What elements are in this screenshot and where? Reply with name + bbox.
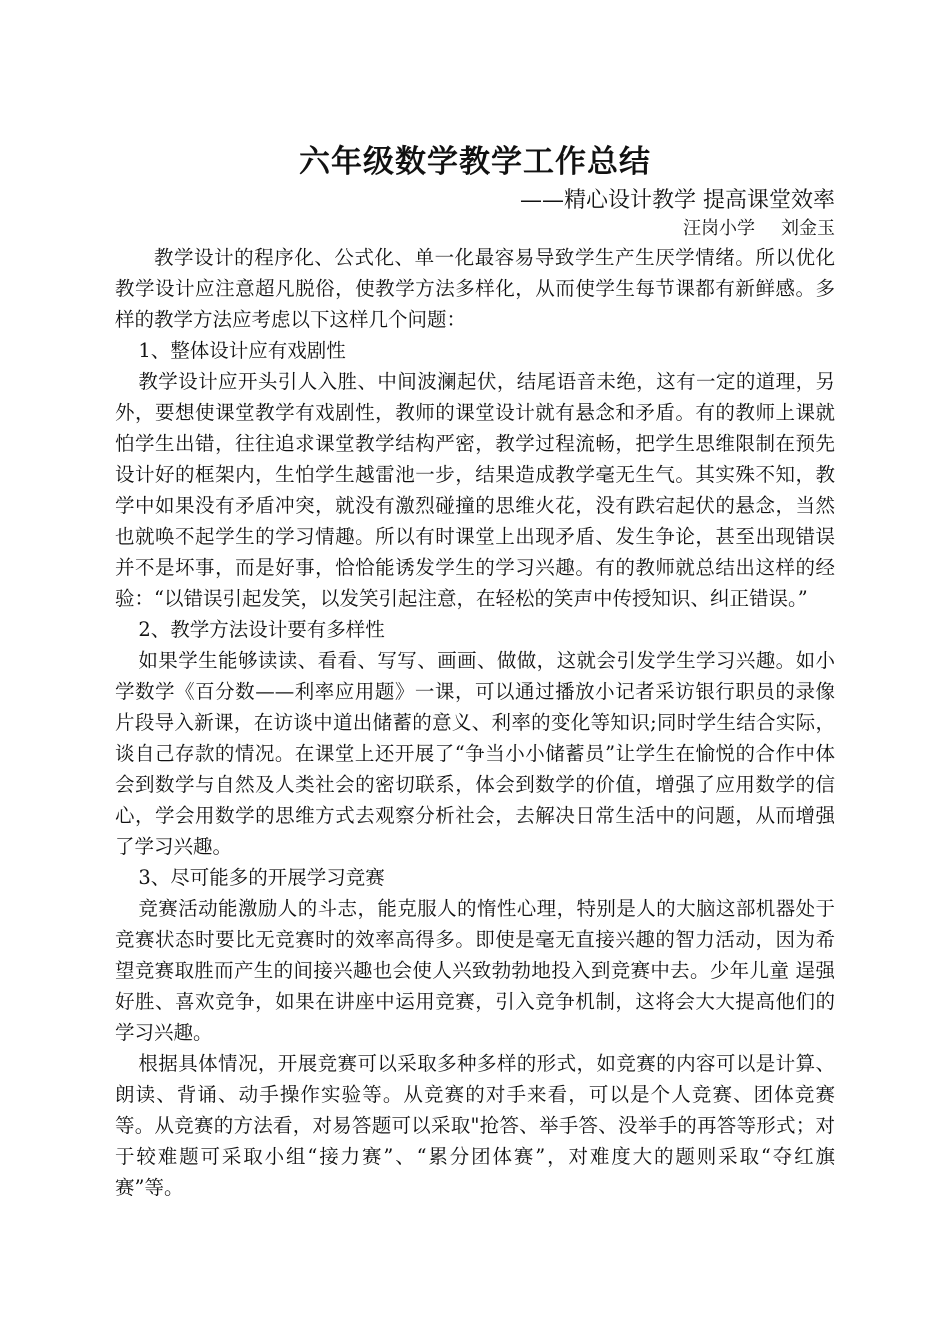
intro-paragraph: 教学设计的程序化、公式化、单一化最容易导致学生产生厌学情绪。所以优化教学设计应注意超凡脱俗，使教学方法多样化，从而使学生每节课都有新鲜感。多样的教学方法应考虑以下这样几个问题： bbox=[115, 246, 835, 331]
author-name: 刘金玉 bbox=[781, 218, 835, 239]
section-3-paragraph-2: 根据具体情况，开展竞赛可以采取多种多样的形式，如竞赛的内容可以是计算、朗读、背诵、动手操作实验等。从竞赛的对手来看，可以是个人竞赛、团体竞赛等。从竞赛的方法看，对易答题可以采取"抢答、举手答、没举手的再答等形式；对于较难题可采取小组“接力赛”、“累分团体赛”，对难度大的题则采取“夺红旗赛”等。 bbox=[115, 1052, 835, 1199]
section-heading-3: 3、尽可能多的开展学习竞赛 bbox=[138, 866, 385, 889]
section-1-paragraph: 教学设计应开头引人入胜、中间波澜起伏，结尾语音未绝，这有一定的道理，另外，要想使课堂教学有戏剧性，教师的课堂设计就有悬念和矛盾。有的教师上课就怕学生出错，往往追求课堂教学结构严密，教学过程流畅，把学生思维限制在预先设计好的框架内，生怕学生越雷池一步，结果造成教学毫无生气。其实殊不知，教学中如果没有矛盾冲突，就没有激烈碰撞的思维火花，没有跌宕起伏的悬念，当然也就唤不起学生的学习情趣。所以有时课堂上出现矛盾、发生争论，甚至出现错误并不是坏事，而是好事，恰恰能诱发学生的学习兴趣。有的教师就总结出这样的经验：“以错误引起发笑，以发笑引起注意，在轻松的笑声中传授知识、纠正错误。” bbox=[115, 370, 835, 610]
author-school: 汪岗小学 bbox=[683, 218, 755, 239]
author-byline bbox=[115, 216, 835, 242]
document-body bbox=[115, 140, 835, 1203]
document-subtitle: ——精心设计教学 提高课堂效率 bbox=[520, 188, 835, 213]
section-2-paragraph: 如果学生能够读读、看看、写写、画画、做做，这就会引发学生学习兴趣。如小学数学《百分数——利率应用题》一课，可以通过播放小记者采访银行职员的录像片段导入新课，在访谈中道出储蓄的意义、利率的变化等知识;同时学生结合实际，谈自己存款的情况。在课堂上还开展了“争当小小储蓄员”让学生在愉悦的合作中体会到数学与自然及人类社会的密切联系，体会到数学的价值，增强了应用数学的信心，学会用数学的思维方式去观察分析社会，去解决日常生活中的问题，从而增强了学习兴趣。 bbox=[115, 649, 835, 858]
section-heading-1: 1、整体设计应有戏剧性 bbox=[138, 339, 346, 362]
document-title: 六年级数学教学工作总结 bbox=[299, 144, 651, 180]
section-heading-2: 2、教学方法设计要有多样性 bbox=[138, 618, 385, 641]
section-3-paragraph-1: 竞赛活动能激励人的斗志，能克服人的惰性心理，特别是人的大脑这部机器处于竞赛状态时要比无竞赛时的效率高得多。即使是毫无直接兴趣的智力活动，因为希望竞赛取胜而产生的间接兴趣也会使人兴致勃勃地投入到竞赛中去。少年儿童 逞强好胜、喜欢竞争，如果在讲座中运用竞赛，引入竞争机制，这将会大大提高他们的学习兴趣。 bbox=[115, 897, 835, 1044]
